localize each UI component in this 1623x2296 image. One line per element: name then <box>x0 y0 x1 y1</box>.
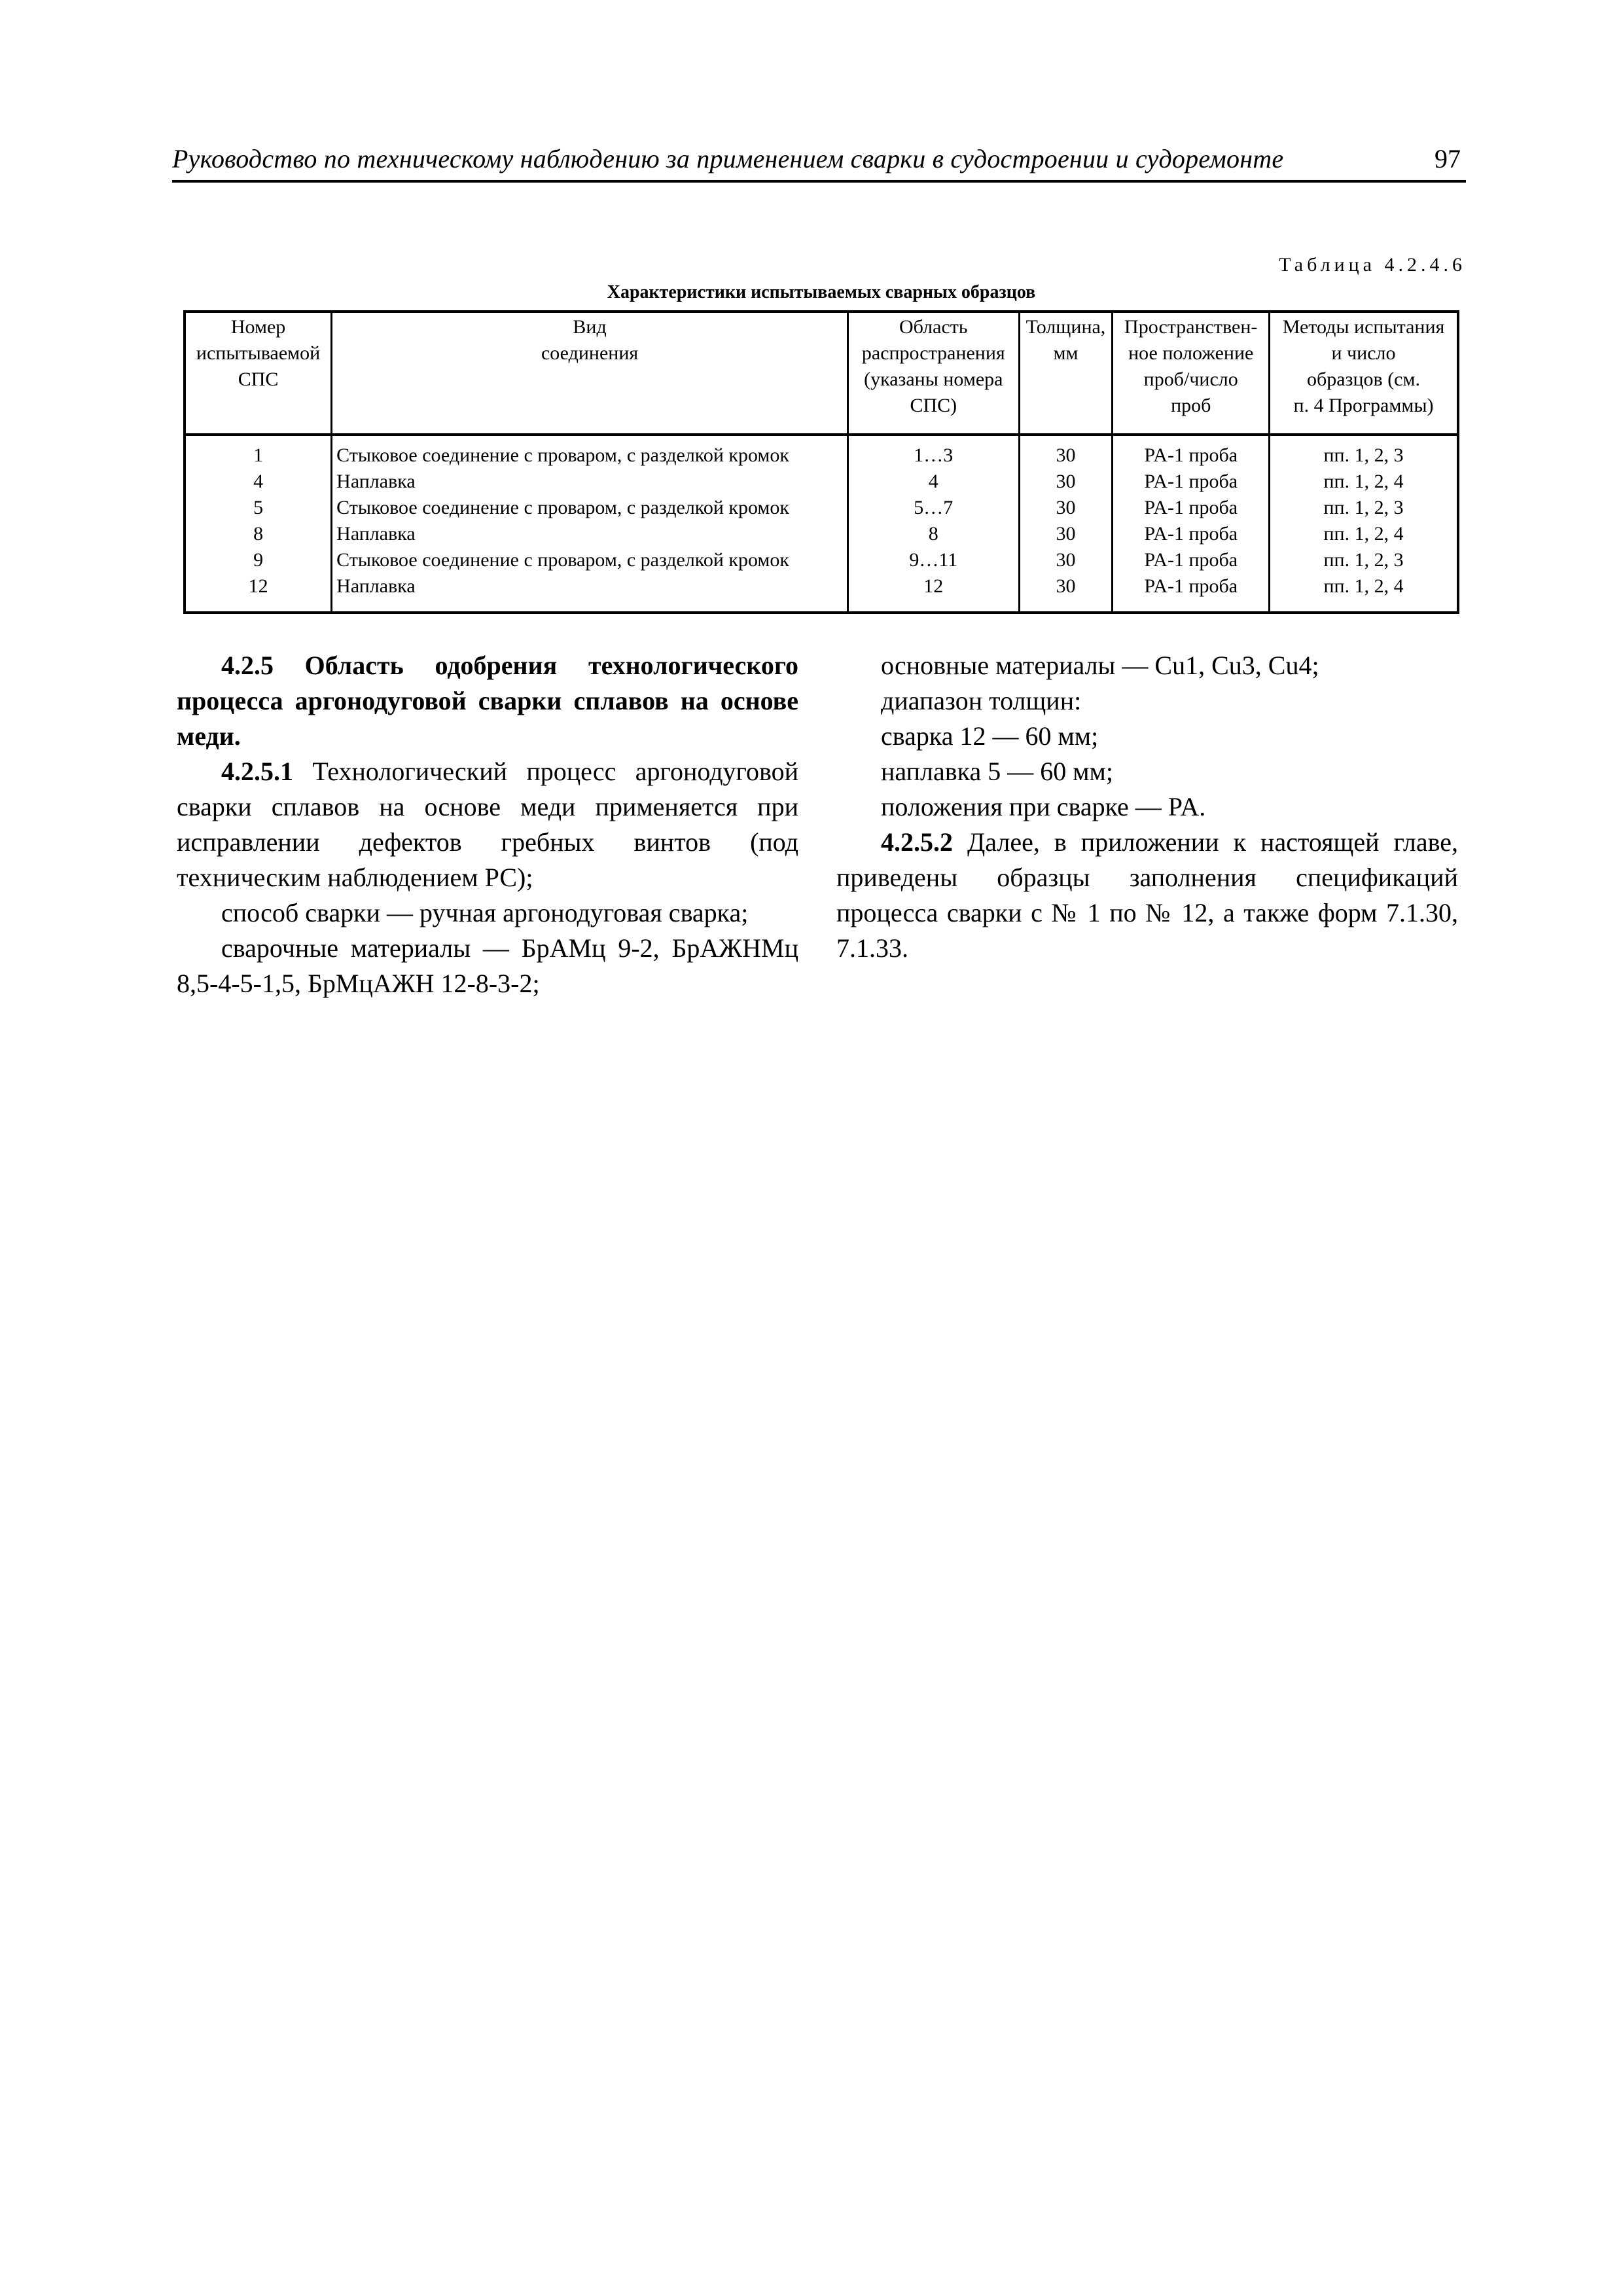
surfacing-thickness-line: наплавка 5 — 60 мм; <box>881 757 1113 786</box>
cell-sps-number: 4 <box>185 469 332 495</box>
section-heading: 4.2.5 Область одобрения технологического процесса аргонодуговой сварки сплавов на основе меди. <box>177 651 798 751</box>
cell-position: PA-1 проба <box>1113 495 1270 521</box>
header-line: испытываемой <box>196 342 321 364</box>
cell-position: PA-1 проба <box>1113 469 1270 495</box>
header-line: Область <box>899 316 968 338</box>
cell-sps-number: 5 <box>185 495 332 521</box>
header-line: проб <box>1171 395 1211 416</box>
cell-thickness: 30 <box>1019 573 1113 613</box>
header-line: проб/число <box>1143 368 1238 390</box>
header-line: Вид <box>573 316 607 338</box>
page-number: 97 <box>1435 144 1461 173</box>
paragraph-4-2-5-1 <box>177 754 798 895</box>
welding-materials-paragraph: сварочные материалы — БрАМц 9-2, БрАЖНМц 8,5-4-5-1,5, БрМцАЖН 12-8-3-2; <box>177 933 798 998</box>
cell-test-methods: пп. 1, 2, 4 <box>1270 521 1458 547</box>
header-line: распространения <box>861 342 1005 364</box>
cell-thickness: 30 <box>1019 521 1113 547</box>
table-row <box>185 435 1458 469</box>
cell-joint-type: Наплавка <box>332 469 848 495</box>
specimen-table <box>183 310 1459 614</box>
base-materials-line: основные материалы — Cu1, Cu3, Cu4; <box>881 651 1319 680</box>
cell-joint-type: Стыковое соединение с проваром, с разделкой кромок <box>332 547 848 573</box>
cell-joint-type: Стыковое соединение с проваром, с разделкой кромок <box>332 495 848 521</box>
cell-joint-type: Стыковое соединение с проваром, с разделкой кромок <box>332 435 848 469</box>
cell-range: 5…7 <box>848 495 1020 521</box>
left-text-column <box>177 648 798 1001</box>
cell-range: 4 <box>848 469 1020 495</box>
thickness-range-line: диапазон толщин: <box>881 686 1082 715</box>
header-line: п. 4 Программы) <box>1293 395 1434 416</box>
cell-range: 8 <box>848 521 1020 547</box>
cell-test-methods: пп. 1, 2, 3 <box>1270 547 1458 573</box>
cell-position: PA-1 проба <box>1113 547 1270 573</box>
header-cell-thickness <box>1019 312 1113 435</box>
table-row <box>185 469 1458 495</box>
page-header <box>172 139 1466 183</box>
header-line: соединения <box>541 342 639 364</box>
cell-joint-type: Наплавка <box>332 521 848 547</box>
cell-test-methods: пп. 1, 2, 4 <box>1270 573 1458 613</box>
table-caption: Характеристики испытываемых сварных образцов <box>607 282 1036 302</box>
clause-number: 4.2.5.1 <box>221 757 293 786</box>
header-line: ное положение <box>1128 342 1254 364</box>
welding-positions-line: положения при сварке — PA. <box>881 792 1206 821</box>
welding-thickness-line: сварка 12 — 60 мм; <box>881 721 1099 751</box>
header-line: Толщина, <box>1026 316 1106 338</box>
cell-position: PA-1 проба <box>1113 521 1270 547</box>
clause-text: Технологический процесс аргонодуговой сварки сплавов на основе меди применяется при исправлении дефектов гребных винтов (под техническим наблюдением РС); <box>177 757 798 892</box>
cell-position: PA-1 проба <box>1113 573 1270 613</box>
cell-sps-number: 9 <box>185 547 332 573</box>
cell-thickness: 30 <box>1019 547 1113 573</box>
header-line: Пространствен- <box>1124 316 1258 338</box>
running-title: Руководство по техническому наблюдению за применением сварки в судостроении и судоремонте <box>172 144 1284 173</box>
table-row <box>185 495 1458 521</box>
header-line: мм <box>1053 342 1079 364</box>
cell-position: PA-1 проба <box>1113 435 1270 469</box>
cell-sps-number: 12 <box>185 573 332 613</box>
cell-test-methods: пп. 1, 2, 4 <box>1270 469 1458 495</box>
header-line: Номер <box>230 316 286 338</box>
clause-text: Далее, в приложении к настоящей главе, приведены образцы заполнения спецификаций процесса сварки с № 1 по № 12, а также форм 7.1.30, 7.1.33. <box>836 827 1458 963</box>
header-line: СПС) <box>910 395 957 416</box>
table-row <box>185 547 1458 573</box>
header-cell-joint-type <box>332 312 848 435</box>
table-header-row <box>185 312 1458 435</box>
header-cell-range <box>848 312 1020 435</box>
table-number: Таблица 4.2.4.6 <box>1279 254 1466 276</box>
header-line: и число <box>1331 342 1396 364</box>
header-line: Методы испытания <box>1282 316 1445 338</box>
cell-test-methods: пп. 1, 2, 3 <box>1270 495 1458 521</box>
table-row <box>185 573 1458 613</box>
cell-range: 12 <box>848 573 1020 613</box>
cell-range: 1…3 <box>848 435 1020 469</box>
cell-thickness: 30 <box>1019 469 1113 495</box>
cell-thickness: 30 <box>1019 435 1113 469</box>
header-line: СПС <box>238 368 279 390</box>
cell-sps-number: 8 <box>185 521 332 547</box>
welding-method-paragraph: способ сварки — ручная аргонодуговая сварка; <box>221 898 749 927</box>
clause-number: 4.2.5.2 <box>881 827 953 857</box>
cell-thickness: 30 <box>1019 495 1113 521</box>
cell-test-methods: пп. 1, 2, 3 <box>1270 435 1458 469</box>
header-cell-test-methods <box>1270 312 1458 435</box>
cell-sps-number: 1 <box>185 435 332 469</box>
right-text-column <box>836 648 1458 966</box>
cell-range: 9…11 <box>848 547 1020 573</box>
header-cell-sps-number <box>185 312 332 435</box>
header-line: образцов (см. <box>1307 368 1420 390</box>
cell-joint-type: Наплавка <box>332 573 848 613</box>
table-row <box>185 521 1458 547</box>
header-line: (указаны номера <box>864 368 1003 390</box>
paragraph-4-2-5-2 <box>836 825 1458 966</box>
header-cell-position <box>1113 312 1270 435</box>
